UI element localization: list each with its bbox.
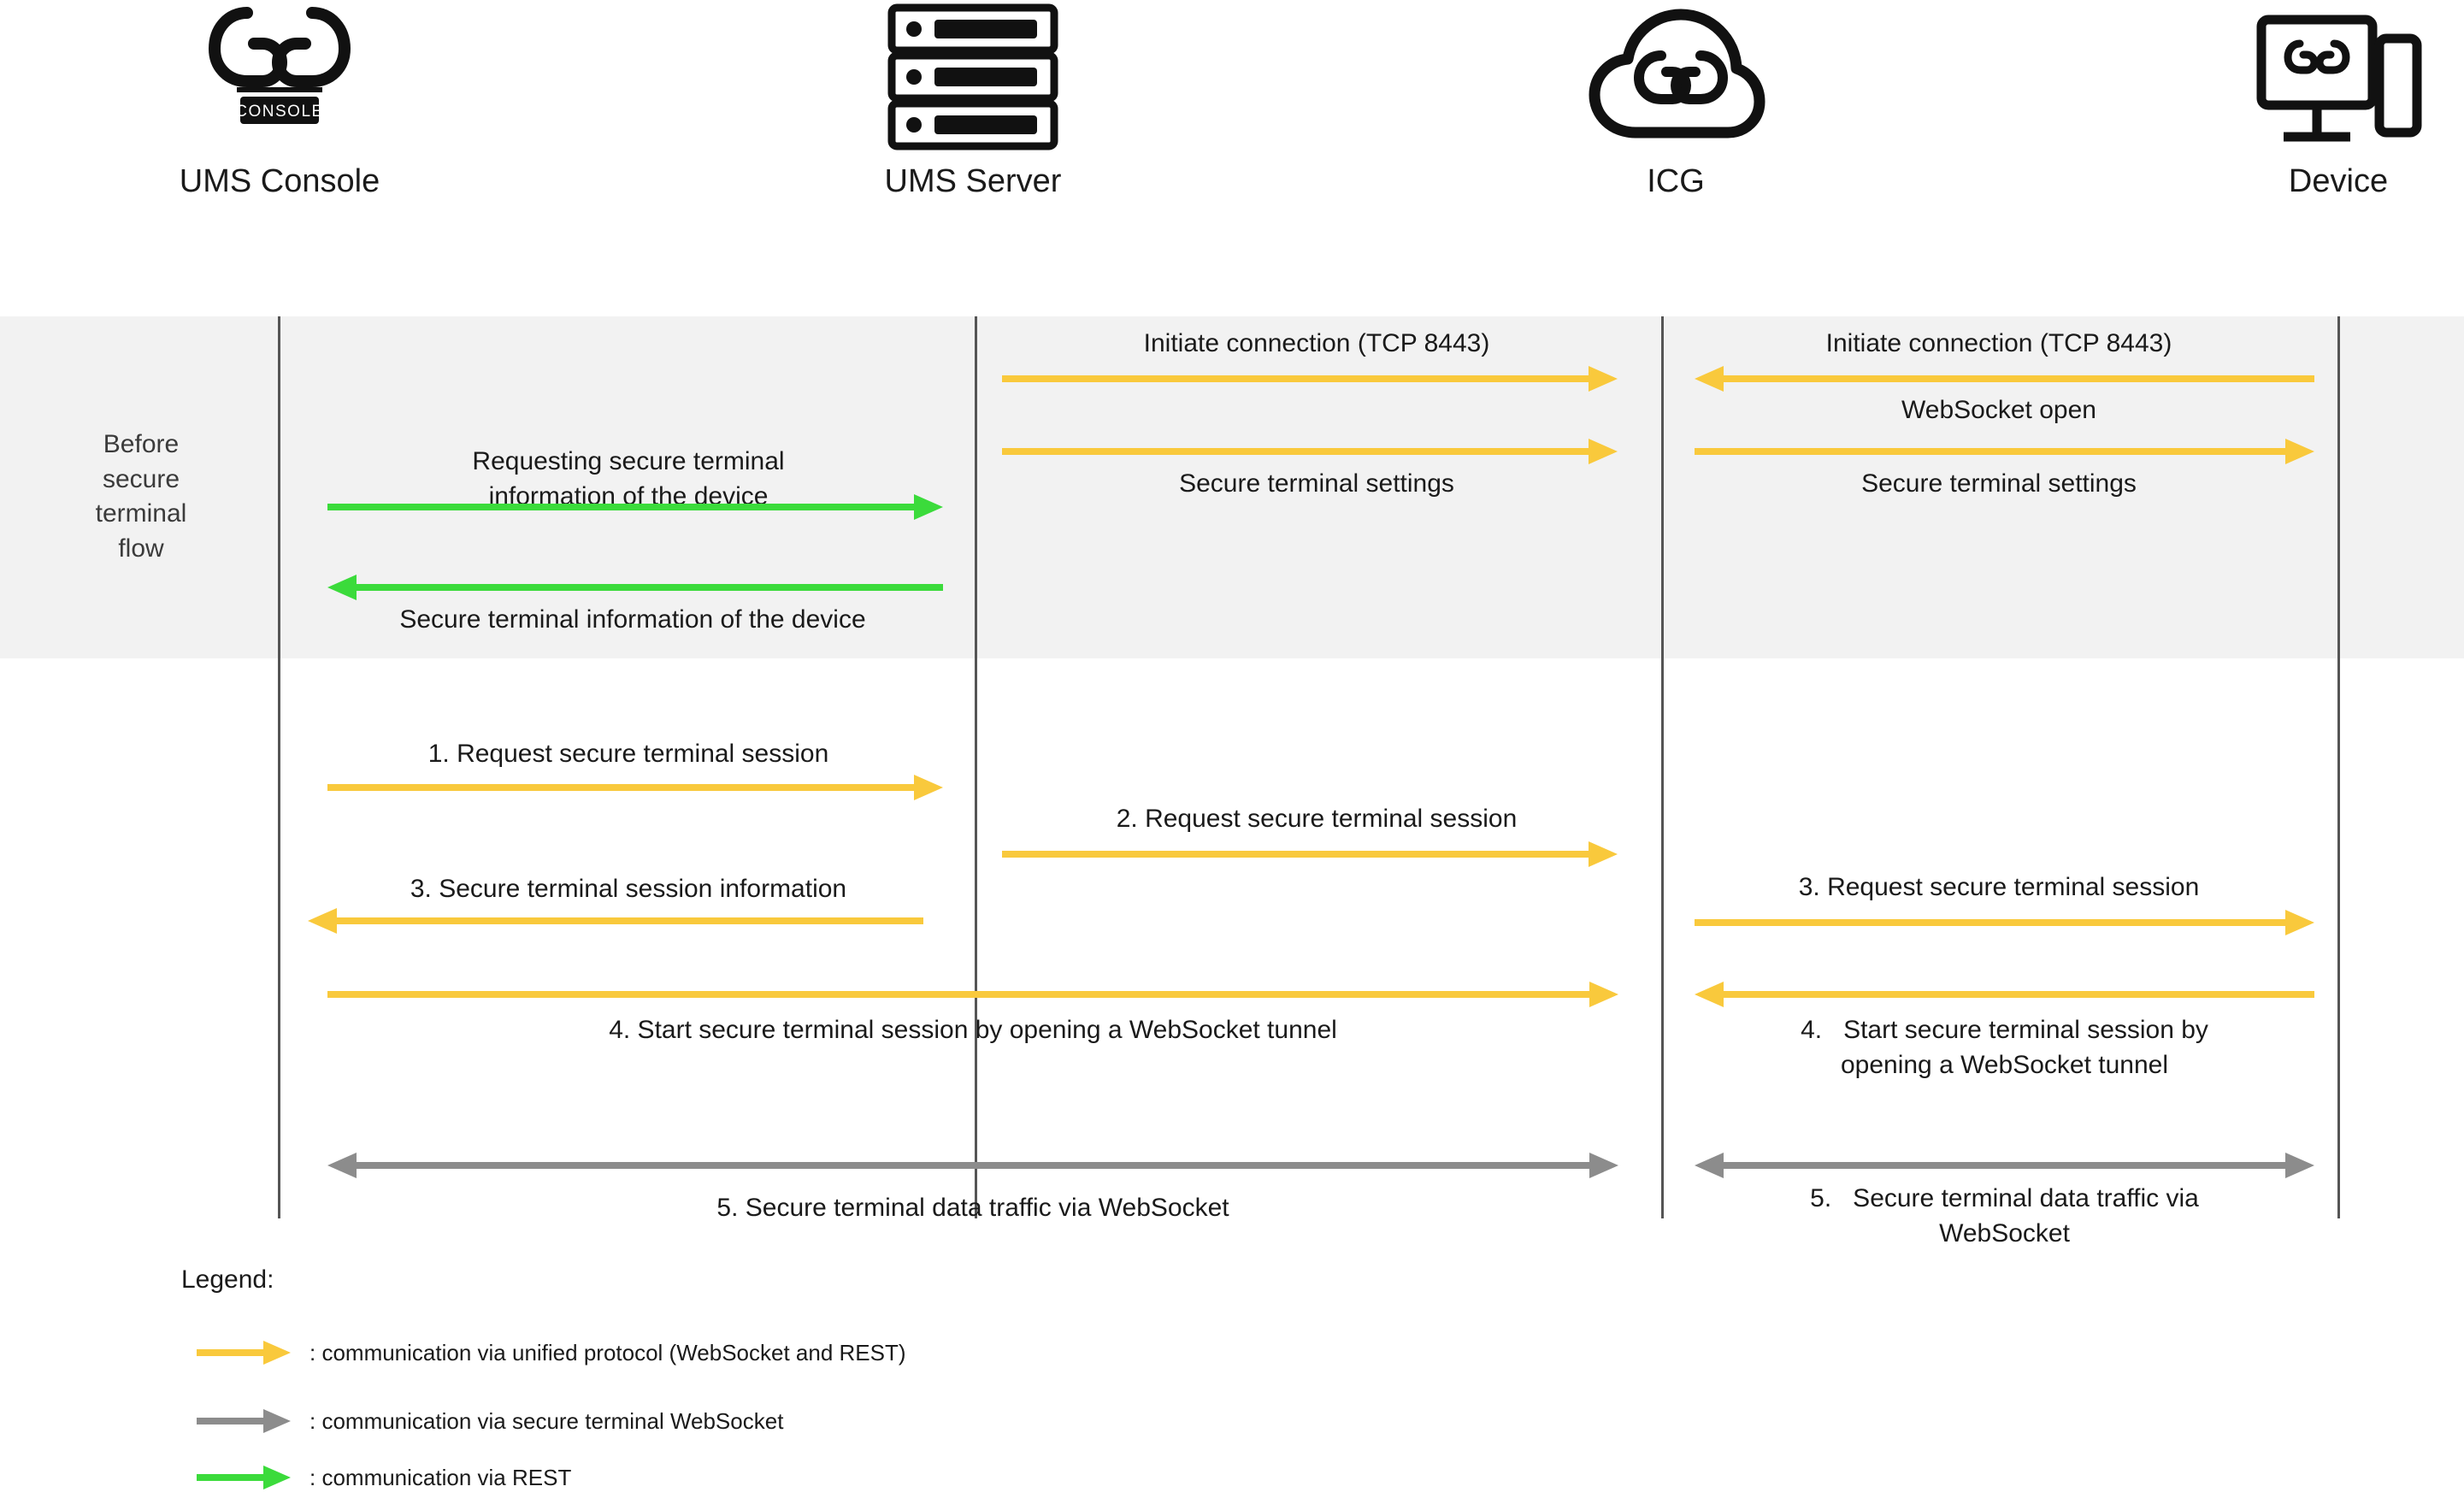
- message-label-line: 5. Secure terminal data traffic via: [1810, 1184, 2199, 1212]
- server-rack-icon: [811, 0, 1135, 158]
- message-arrow-m5: [1695, 366, 2314, 392]
- message-label-m7: Secure terminal settings: [1861, 469, 2137, 498]
- message-arrow-m6: [1695, 439, 2314, 464]
- message-label-m6: WebSocket open: [1901, 396, 2096, 424]
- band-label: [9, 428, 274, 566]
- message-label-m14: 5. Secure terminal data traffic via WebSocket: [716, 1194, 1229, 1222]
- message-label-m9: 2. Request secure terminal session: [1116, 805, 1518, 833]
- message-arrow-m12: [327, 982, 1618, 1007]
- message-label-m12: 4. Start secure terminal session by opening a WebSocket tunnel: [609, 1016, 1337, 1044]
- message-label-m13: [1695, 1013, 2314, 1082]
- legend-item-rest: [197, 1460, 571, 1495]
- lifeline-ums-server: [975, 316, 977, 1218]
- message-arrow-m8: [327, 775, 943, 800]
- message-label-m8: 1. Request secure terminal session: [427, 740, 829, 768]
- message-label-m10: 3. Request secure terminal session: [1798, 873, 2200, 901]
- actor-device: [2176, 0, 2464, 200]
- lifeline-device: [2337, 316, 2340, 1218]
- actor-icg: [1513, 0, 1838, 200]
- message-arrow-m1: [327, 494, 943, 520]
- actor-ums-console: [117, 0, 442, 200]
- lifeline-ums-console: [278, 316, 280, 1218]
- legend-arrow-unified-icon: [197, 1340, 291, 1365]
- ums-console-icon: [117, 0, 442, 158]
- message-arrow-m3: [1002, 366, 1618, 392]
- message-arrow-m14: [327, 1153, 1618, 1178]
- message-label-line: WebSocket: [1939, 1218, 2070, 1248]
- band-label-line: Before: [103, 430, 180, 458]
- message-label-m15: [1695, 1182, 2314, 1251]
- message-arrow-m11: [308, 908, 923, 934]
- message-arrow-m4: [1002, 439, 1618, 464]
- legend-text: : communication via REST: [309, 1464, 572, 1490]
- message-label-m2: Secure terminal information of the device: [399, 605, 866, 634]
- message-arrow-m10: [1695, 910, 2314, 935]
- cloud-icon: [1513, 0, 1838, 158]
- lifeline-icg: [1661, 316, 1664, 1218]
- legend-text: : communication via secure terminal WebSocket: [309, 1407, 784, 1434]
- message-label-line: Requesting secure terminal: [472, 447, 785, 475]
- message-label-m5: Initiate connection (TCP 8443): [1825, 329, 2172, 357]
- legend-arrow-secure-ws-icon: [197, 1408, 291, 1434]
- message-label-line: information of the device: [488, 481, 769, 510]
- message-label-line: opening a WebSocket tunnel: [1840, 1050, 2169, 1079]
- legend-title: Legend:: [181, 1265, 274, 1294]
- actor-label: Device: [2288, 163, 2389, 199]
- message-arrow-m13: [1695, 982, 2314, 1007]
- message-arrow-m2: [327, 575, 943, 600]
- message-label-m3: Initiate connection (TCP 8443): [1143, 329, 1490, 357]
- legend-text: : communication via unified protocol (WebSocket and REST): [309, 1339, 906, 1365]
- message-label-m4: Secure terminal settings: [1179, 469, 1454, 498]
- band-label-line: secure: [102, 464, 180, 493]
- actor-label: UMS Server: [884, 163, 1062, 199]
- legend-item-unified: [197, 1336, 906, 1370]
- band-label-line: flow: [118, 534, 164, 563]
- actor-label: UMS Console: [179, 163, 380, 199]
- actor-ums-server: [811, 0, 1135, 200]
- message-label-m11: 3. Secure terminal session information: [410, 875, 847, 903]
- monitor-device-icon: [2176, 0, 2464, 158]
- band-label-line: terminal: [95, 499, 187, 528]
- message-arrow-m15: [1695, 1153, 2314, 1178]
- svg-text:CONSOLE: CONSOLE: [235, 103, 324, 121]
- message-label-line: 4. Start secure terminal session by: [1801, 1016, 2208, 1044]
- actor-label: ICG: [1647, 163, 1705, 199]
- legend-item-secure-ws: [197, 1404, 783, 1438]
- legend-arrow-rest-icon: [197, 1465, 291, 1490]
- message-arrow-m9: [1002, 841, 1618, 867]
